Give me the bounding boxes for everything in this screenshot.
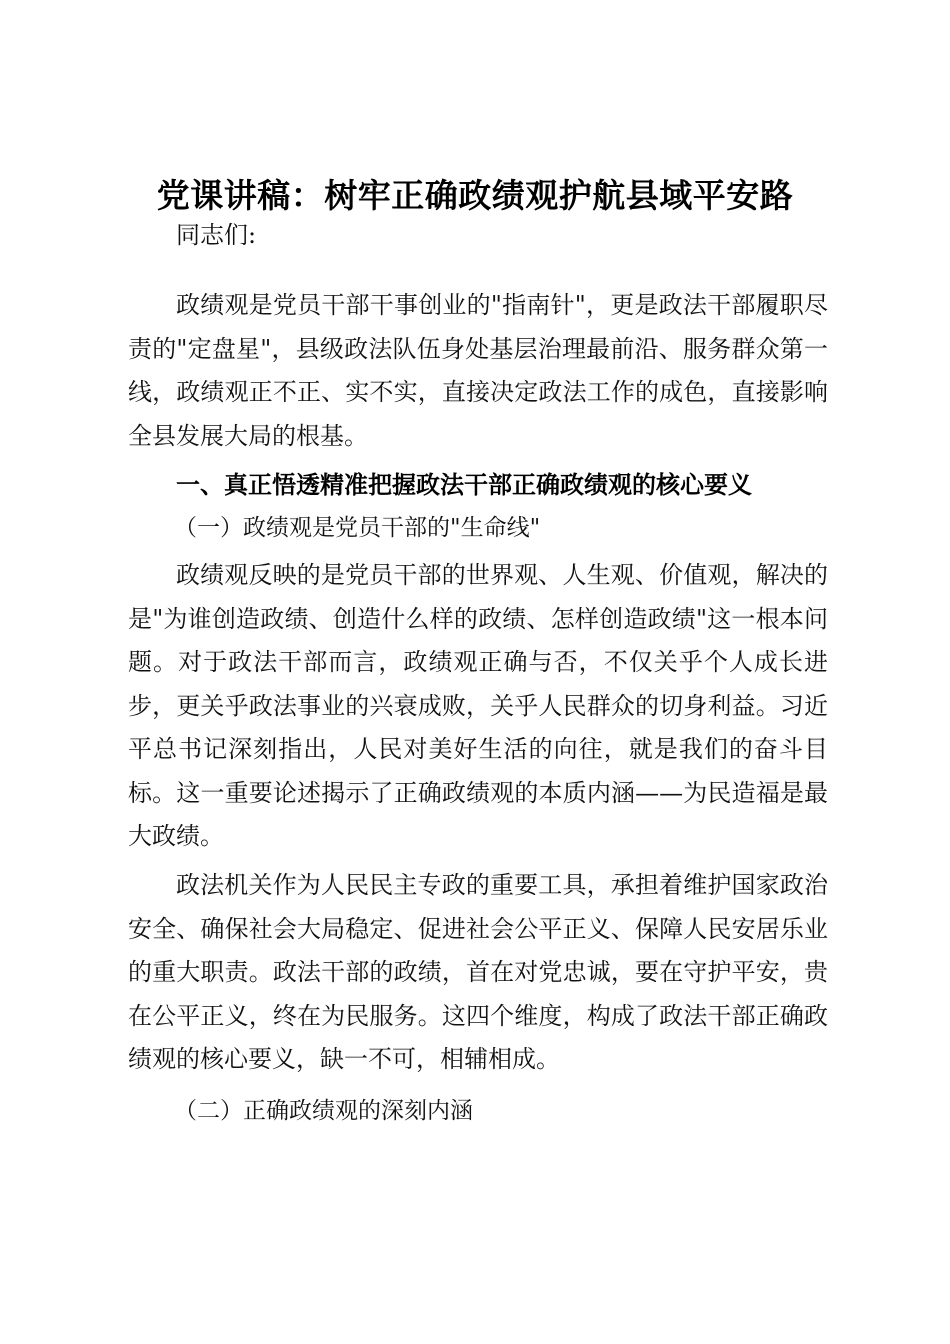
body-paragraph-2: 政法机关作为人民民主专政的重要工具，承担着维护国家政治安全、确保社会大局稳定、促进社会公平正义、保障人民安居乐业的重大职责。政法干部的政绩，首在对党忠诚，要在守护平安，贵在公平正义，终在为民服务。这四个维度，构成了政法干部正确政绩观的核心要义，缺一不可，相辅相成。 (128, 871, 828, 1073)
subsection-heading-1: （一）政绩观是党员干部的"生命线" (174, 515, 541, 541)
salutation: 同志们: (176, 221, 257, 249)
section-heading-1: 一、真正悟透精准把握政法干部正确政绩观的核心要义 (176, 471, 752, 499)
body-paragraph-1: 政绩观反映的是党员干部的世界观、人生观、价值观，解决的是"为谁创造政绩、创造什么样的政绩、怎样创造政绩"这一根本问题。对于政法干部而言，政绩观正确与否，不仅关乎个人成长进步，更关乎政法事业的兴衰成败，关乎人民群众的切身利益。习近平总书记深刻指出，人民对美好生活的向往，就是我们的奋斗目标。这一重要论述揭示了正确政绩观的本质内涵——为民造福是最大政绩。 (128, 561, 828, 850)
document-title: 党课讲稿：树牢正确政绩观护航县域平安路 (156, 176, 794, 215)
subsection-heading-2: （二）正确政绩观的深刻内涵 (174, 1098, 473, 1124)
intro-paragraph: 政绩观是党员干部干事创业的"指南针"，更是政法干部履职尽责的"定盘星"，县级政法队伍身处基层治理最前沿、服务群众第一线，政绩观正不正、实不实，直接决定政法工作的成色，直接影响全县发展大局的根基。 (128, 291, 828, 450)
